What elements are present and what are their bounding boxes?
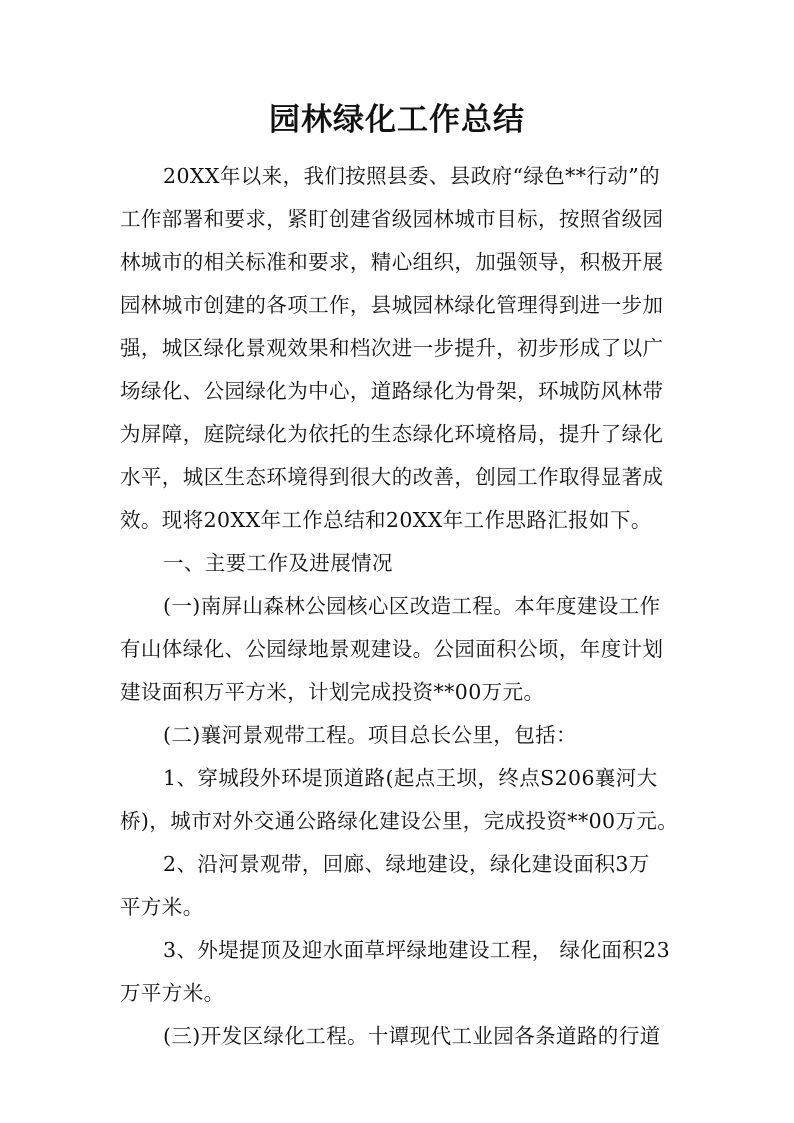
paragraph-line: 林城市的相关标准和要求，精心组织，加强领导，积极开展: [120, 250, 664, 274]
paragraph-line: 为屏障，庭院绿化为依托的生态绿化环境格局，提升了绿化: [120, 422, 664, 446]
paragraph-line: (二)襄河景观带工程。项目总长公里，包括：: [163, 723, 577, 747]
paragraph-line: (三)开发区绿化工程。十谭现代工业园各条道路的行道: [163, 1024, 661, 1048]
paragraph-line: 桥)，城市对外交通公路绿化建设公里，完成投资**00万元。: [120, 809, 679, 833]
paragraph-line: 万平方米。: [120, 981, 225, 1005]
paragraph-line: 工作部署和要求，紧盯创建省级园林城市目标，按照省级园: [120, 207, 664, 231]
paragraph-line: 平方米。: [120, 895, 204, 919]
paragraph-line: 3、外堤提顶及迎水面草坪绿地建设工程， 绿化面积23: [163, 938, 671, 962]
paragraph-line: (一)南屏山森林公园核心区改造工程。本年度建设工作: [163, 594, 661, 618]
section-heading: 一、主要工作及进展情况: [163, 551, 393, 575]
paragraph-line: 场绿化、公园绿化为中心，道路绿化为骨架，环城防风林带: [120, 379, 664, 403]
paragraph-line: 水平，城区生态环境得到很大的改善，创园工作取得显著成: [120, 465, 664, 489]
paragraph-line: 有山体绿化、公园绿地景观建设。公园面积公顷，年度计划: [120, 637, 664, 661]
paragraph-line: 园林城市创建的各项工作，县城园林绿化管理得到进一步加: [120, 293, 664, 317]
document-body: [120, 155, 680, 1058]
paragraph-line: 效。现将20XX年工作总结和20XX年工作思路汇报如下。: [120, 508, 652, 532]
paragraph-line: 20XX年以来，我们按照县委、县政府“绿色**行动”的: [163, 164, 661, 188]
document-title: 园林绿化工作总结: [269, 102, 525, 138]
paragraph-line: 2、沿河景观带，回廊、绿地建设，绿化建设面积3万: [163, 852, 650, 876]
paragraph-line: 强，城区绿化景观效果和档次进一步提升，初步形成了以广: [120, 336, 664, 360]
paragraph-line: 建设面积万平方米，计划完成投资**00万元。: [120, 680, 545, 704]
paragraph-line: 1、穿城段外环堤顶道路(起点王坝，终点S206襄河大: [163, 766, 658, 790]
